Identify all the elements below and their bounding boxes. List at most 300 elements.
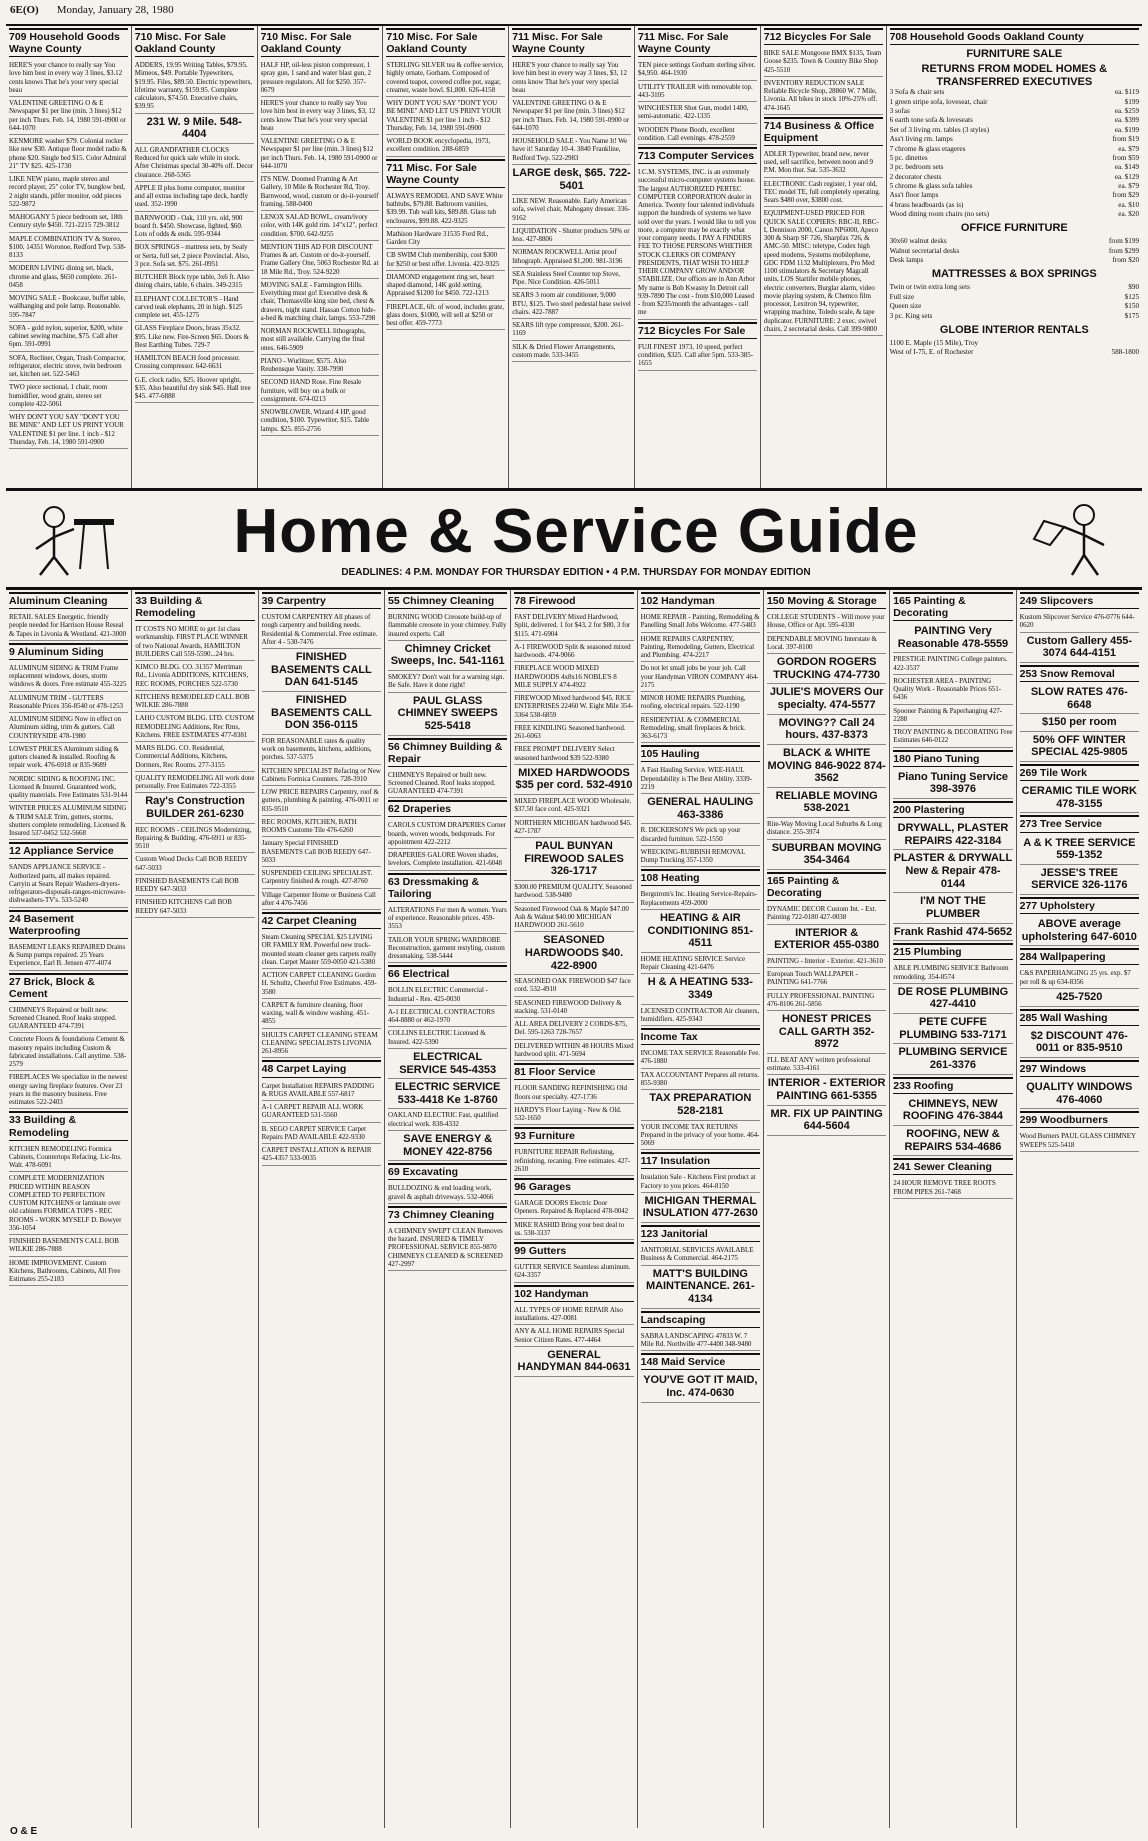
classified-ad: COLLEGE STUDENTS - Will move your House, Office or Apt. 595-4330 xyxy=(767,611,886,633)
classified-ad: JESSE'S TREE SERVICE 326-1176 xyxy=(1020,865,1139,895)
classified-ad: SMOKEY? Don't wait for a warning sign. Be Safe. Have it done right! xyxy=(388,671,507,693)
section-heading: 277 Upholstery xyxy=(1020,897,1139,914)
classified-ad: MODERN LIVING dining set, black, chrome and glass, $650 complete. 261-0458 xyxy=(9,262,128,292)
section-heading: 712 Bicycles For Sale xyxy=(764,28,883,45)
classified-ad: LENOX SALAD BOWL, cream/ivory color, with 14K gold rim. 14"x12", perfect condition. $700. 642-9255 xyxy=(261,211,380,241)
classified-column xyxy=(132,26,258,488)
classified-ad: R. DICKERSON'S We pick up your discarded furniture. 522-1550 xyxy=(641,824,760,846)
classified-ad: TAX PREPARATION 528-2181 xyxy=(641,1090,760,1120)
furniture-sale-heading: FURNITURE SALE xyxy=(966,48,1063,61)
office-furniture-heading: OFFICE FURNITURE xyxy=(960,222,1068,235)
classified-ad: I.C.M. SYSTEMS, INC. is an extremely successful micro-computer systems house. The largest AUTHORIZED PERTEC COMPUTER CORPORATION dealer in America. Twenty four talented individuals support the hundreds of systems we have sold over the years. I would like to tell you more, a computer may be exactly what your company needs. I PAY A FINDERS FEE TO THOSE PERSONS WHETHER STOCK CLERKS OR COMPANY PRESIDENTS, THAT WISH TO HELP THEIR COMPANY GROW AND/OR STABILIZE. Our offices are in Ann Arbor My name is Bob Kwasny In Detroit call 939-7890 The cost - from $10,000 Leased - from $235/month the advantages - call me xyxy=(638,166,757,320)
classified-ad: HERE'S your chance to really say You love him best in every way 3 lines, $3, 12 cents know That he's your very special beau xyxy=(512,59,631,97)
section-heading: 249 Slipcovers xyxy=(1020,592,1139,609)
classified-ad: MARS BLDG. CO. Residential, Commercial Additions, Kitchens, Dormers, Rec Rooms. 277-3155 xyxy=(135,742,254,772)
classified-ad: Wood Burners PAUL GLASS CHIMNEY SWEEPS 525-5418 xyxy=(1020,1130,1139,1152)
classified-ad: RELIABLE MOVING 538-2021 xyxy=(767,788,886,818)
item-name: Wood dining room chairs (no sets) xyxy=(889,210,990,219)
classified-ad: TROY PAINTING & DECORATING Free Estimates 646-0122 xyxy=(893,726,1012,748)
classified-ad: Concrete Floors & foundations Cement & masonry repairs including Custom & fabricated installations. Call anytime. 538-2579 xyxy=(9,1033,128,1071)
classified-ad: LOW PRICE REPAIRS Carpentry, roof & gutters, plumbing & painting. 476-0011 or 835-9510 xyxy=(262,786,381,816)
classified-ad: PAUL BUNYAN FIREWOOD SALES 326-1717 xyxy=(514,838,633,881)
section-heading: 200 Plastering xyxy=(893,801,1012,818)
classified-ad: Mathison Hardware 31535 Ford Rd., Garden City xyxy=(386,228,505,250)
section-heading: 165 Painting & Decorating xyxy=(767,872,886,901)
classified-ad: FIREPLACE WOOD MIXED HARDWOODS 4x8x16 NOBLE'S 8 MILE SUPPLY 474-4922 xyxy=(514,662,633,692)
classified-ad: SOFA, Recliner, Organ, Trash Compactor, refrigerator, electric stove, twin bedroom set, kitchen set. 522-5463 xyxy=(9,352,128,382)
classified-ad: MIXED HARDWOODS $35 per cord. 532-4910 xyxy=(514,765,633,795)
classified-ad: PRESTIGE PAINTING College painters. 422-3537 xyxy=(893,653,1012,675)
classified-ad: A & K TREE SERVICE 559-1352 xyxy=(1020,835,1139,865)
classified-ad: VALENTINE GREETING O & E Newspaper $1 per line (min. 3 lines) $12 per inch Thurs. Feb. 14, 1980 591-0900 or 644-1070 xyxy=(9,97,128,135)
item-price: ea. $259 xyxy=(1114,107,1140,116)
section-heading: 711 Misc. For Sale Wayne County xyxy=(386,159,505,188)
classified-column xyxy=(509,26,635,488)
classified-ad: QUALITY REMODELING All work done personally. Free Estimates 722-3355 xyxy=(135,772,254,794)
classified-ad: FIREPLACES We specialize in the newest energy saving fireplace features. Over 23 years in the masonry business. Free estimates 522-2403 xyxy=(9,1071,128,1109)
classified-ad: FOR REASONABLE rates & quality work on basements, kitchens, additions, porches. 537-5375 xyxy=(262,735,381,765)
classified-ad: ROOFING, NEW & REPAIRS 534-4686 xyxy=(893,1126,1012,1156)
classified-ad: $150 per room xyxy=(1020,714,1139,732)
classified-ad: HOME HEATING SERVICE Service Repair Cleaning 421-6476 xyxy=(641,953,760,975)
section-heading: 215 Plumbing xyxy=(893,943,1012,960)
classified-ad: Chimney Cricket Sweeps, Inc. 541-1161 xyxy=(388,641,507,671)
classified-ad: FLOOR SANDING REFINISHING Old floors our specialty. 427-1736 xyxy=(514,1082,633,1104)
classified-ad: G.E. clock radio, $25. Hoover upright, $35. Also beautiful dry sink $45. Hall tree $45. 477-6888 xyxy=(135,374,254,404)
price-line xyxy=(890,88,1139,97)
classified-ad: HALF HP, oil-less piston compressor, 1 spray gun, 1 sand and water blast gun, 2 pressure regulators. All for $250. 357-0679 xyxy=(261,59,380,97)
section-heading: 712 Bicycles For Sale xyxy=(638,322,757,339)
classified-ad: Seasoned Firewood Oak & Maple $47.00 Ash & Walnut $40.00 MICHIGAN HARDWOOD 261-5610 xyxy=(514,903,633,933)
section-heading: 33 Building & Remodeling xyxy=(9,1111,128,1140)
classified-ad: FURNITURE REPAIR Refinishing, refinishing, recaning. Free estimates. 427-2610 xyxy=(514,1146,633,1176)
classified-ad: OAKLAND ELECTRIC Fast, qualified electrical work. 838-4332 xyxy=(388,1109,507,1131)
section-heading: 66 Electrical xyxy=(388,965,507,982)
classified-ad: MENTION THIS AD FOR DISCOUNT Frames & art. Custom or do-it-yourself. Frame Gallery One, 5063 Rochester Rd. at 18 Mile Rd., Troy. 524-9220 xyxy=(261,241,380,279)
section-heading: 117 Insulation xyxy=(641,1152,760,1169)
section-heading: 711 Misc. For Sale Wayne County xyxy=(638,28,757,57)
classified-ad: SUBURBAN MOVING 354-3464 xyxy=(767,840,886,870)
classified-ad: WORLD BOOK encyclopedia, 1973, excellent condition. 288-6859 xyxy=(386,135,505,157)
item-name: Ass't living rm. lamps xyxy=(889,135,953,144)
banner-deadlines: DEADLINES: 4 P.M. MONDAY FOR THURSDAY EDITION • 4 P.M. THURSDAY FOR MONDAY EDITION xyxy=(341,567,811,578)
classified-ad: Carpet Installation REPAIRS PADDING & RUGS AVAILABLE 557-6817 xyxy=(262,1080,381,1102)
price-line xyxy=(890,116,1139,125)
section-heading: Income Tax xyxy=(641,1028,760,1045)
classified-ad: MINOR HOME REPAIRS Plumbing, roofing, electrical repairs. 522-1190 xyxy=(641,692,760,714)
classified-ad: CAROLS CUSTOM DRAPERIES Corner boards, woven woods, bedspreads. For appointment 422-2212 xyxy=(388,819,507,849)
item-name: 4 brass headboards (as is) xyxy=(889,200,964,209)
section-heading: 99 Gutters xyxy=(514,1242,633,1259)
classified-ad: HOME REPAIRS CARPENTRY, Painting, Remodeling, Gutters, Electrical and Plumbing. 474-2217 xyxy=(641,633,760,663)
classified-ad: B. SEGO CARPET SERVICE Carpet Repairs PAD AVAILABLE 422-9330 xyxy=(262,1123,381,1145)
classified-ad: DELIVERED WITHIN 48 HOURS Mixed hardwood split. 471-5694 xyxy=(514,1040,633,1062)
furniture-sale-ad xyxy=(890,48,1139,358)
furniture-sale-subheading: RETURNS FROM MODEL HOMES & TRANSFERRED EXECUTIVES xyxy=(921,63,1108,88)
classified-ad: HAMILTON BEACH food processor. Crossing compressor. 642-6631 xyxy=(135,352,254,374)
classified-ad: KENMORE washer $79. Colonial rocker like new $30. Antique floor model radio & phone $20. Single bed $15. Color Admiral 21" TV $25. 425-1730 xyxy=(9,135,128,173)
classified-ad: BASEMENT LEAKS REPAIRED Drains & Sump pumps repaired. 25 Years Experience, Earl B. Jensen 477-4074 xyxy=(9,941,128,971)
classified-ad: ACTION CARPET CLEANING Gordon H. Schultz, Cheerful Free Estimates. 459-3580 xyxy=(262,969,381,999)
item-price: $90 xyxy=(1128,283,1140,292)
classified-ad: Spooner Painting & Paperhanging 427-2288 xyxy=(893,705,1012,727)
classified-ad: HONEST PRICES CALL GARTH 352-8972 xyxy=(767,1011,886,1054)
classified-ad: APPLE II plus home computer, monitor and all extras including tape deck, hardly used. 352-1990 xyxy=(135,182,254,212)
classified-ad: ABOVE average upholstering 647-6010 xyxy=(1020,916,1139,946)
item-price: from $29 xyxy=(1112,191,1140,200)
classified-ad: LIKE NEW. Reasonable. Early American sofa, swivel chair, Mahogany dresser. 336-9162 xyxy=(512,195,631,225)
classified-ad: GUTTER SERVICE Seamless aluminum. 624-3357 xyxy=(514,1261,633,1283)
classified-ad: ELEPHANT COLLECTOR'S - Hand carved teak elephants, 20 in high. $125 complete set. 455-1275 xyxy=(135,293,254,323)
classified-ad: MIXED FIREPLACE WOOD Wholesale, $37.50 face cord. 425-9321 xyxy=(514,795,633,817)
section-heading: 96 Garages xyxy=(514,1178,633,1195)
classified-ad: TEN piece settings Gorham sterling silver. $4,950. 464-1930 xyxy=(638,59,757,81)
price-line xyxy=(890,154,1139,163)
classified-column xyxy=(259,590,385,1828)
section-heading: 102 Handyman xyxy=(514,1285,633,1302)
price-line xyxy=(890,312,1139,321)
classified-ad: Custom Wood Decks Call BOB REEDY 647-5033 xyxy=(135,853,254,875)
classified-ad: A-1 CARPET REPAIR ALL WORK GUARANTEED 531-5560 xyxy=(262,1101,381,1123)
section-heading: 56 Chimney Building & Repair xyxy=(388,738,507,767)
section-heading: 33 Building & Remodeling xyxy=(135,592,254,621)
classified-ad: MIKE RASHID Bring your best deal to us. 538-3337 xyxy=(514,1219,633,1241)
classified-ad: VALENTINE GREETING O & E Newspaper $1 per line (min. 3 lines) $12 per inch Thurs. Feb. 14, 1980 591-0900 or 644-1070 xyxy=(261,135,380,173)
item-price: from $19 xyxy=(1112,135,1140,144)
classified-ad: MR. FIX UP PAINTING 644-5604 xyxy=(767,1106,886,1136)
classified-ad: INVENTORY REDUCTION SALE Reliable Bicycle Shop, 28860 W. 7 Mile, Livonia. All bikes in stock 10%-25% off. 474-1645 xyxy=(764,77,883,115)
classified-ad: H & A HEATING 533-3349 xyxy=(641,974,760,1004)
classified-ad: 50% OFF WINTER SPECIAL 425-9805 xyxy=(1020,732,1139,762)
item-price: ea. $149 xyxy=(1114,163,1140,172)
banner-title: Home & Service Guide xyxy=(233,497,919,566)
classified-ad: FAST DELIVERY Mixed Hardwood, Split, delivered. 1 for $43, 2 for $80, 3 for $115. 471-6904 xyxy=(514,611,633,641)
price-line xyxy=(890,98,1139,107)
classified-ad: HEATING & AIR CONDITIONING 851-4511 xyxy=(641,910,760,953)
worker-illustration-left xyxy=(24,499,144,577)
classified-ad: FREE KINDLING Seasoned hardwood. 261-6063 xyxy=(514,722,633,744)
classified-ad: SECOND HAND Rose. Fine Resale furniture, will buy on a bulk or consignment. 674-0213 xyxy=(261,376,380,406)
classified-ad: 24 HOUR REMOVE TREE ROOTS FROM PIPES 261-7468 xyxy=(893,1177,1012,1199)
classified-ad: SNOWBLOWER, Wizard 4 HP, good condition, $100. Typewriter, $15. Table lamps. $25. 855-2756 xyxy=(261,406,380,436)
classified-ad: Rite-Way Moving Local Suburbs & Long distance. 255-3974 xyxy=(767,818,886,840)
price-line xyxy=(890,173,1139,182)
classified-ad: CHIMNEYS Repaired or built new. Screened Cleaned. Roof leaks stopped. GUARANTEED 474-7391 xyxy=(9,1004,128,1034)
section-heading: 123 Janitorial xyxy=(641,1225,760,1242)
classified-ad: ALWAYS REMODEL AND SAVE White bathtubs, $79.88. Bathroom vanities, $39.99. Tub wall kits, $89.88. Glass tub enclosures, $99.88. 422-9325 xyxy=(386,190,505,228)
classified-ad: ALTERATIONS For men & women. Years of experience. Reasonable prices. 459-3553 xyxy=(388,904,507,934)
classified-ad: PIANO - Wurlitzer, $575. Also Reubensque Vanity. 338-7990 xyxy=(261,355,380,377)
classified-ad: INCOME TAX SERVICE Reasonable Fee. 476-1880 xyxy=(641,1047,760,1069)
section-heading: 711 Misc. For Sale Wayne County xyxy=(512,28,631,57)
section-heading: 73 Chimney Cleaning xyxy=(388,1206,507,1223)
classified-ad: GORDON ROGERS TRUCKING 474-7730 xyxy=(767,654,886,684)
classified-ad: SEARS 3 room air conditioner, 9,000 BTU, $125. Two steel pedestal base swivel chairs. 422-7887 xyxy=(512,289,631,319)
price-line xyxy=(890,247,1139,256)
item-name: Walnut secretarial desks xyxy=(889,246,960,255)
item-price: ea. $79 xyxy=(1118,181,1140,190)
section-heading: 55 Chimney Cleaning xyxy=(388,592,507,609)
item-price: ea. $20 xyxy=(1118,210,1140,219)
classified-ad: GENERAL HAULING 463-3386 xyxy=(641,794,760,824)
classified-ad: RESIDENTIAL & COMMERCIAL Remodeling, small fireplaces & brick. 363-6173 xyxy=(641,714,760,744)
item-name: 2 decorator chests xyxy=(889,172,942,181)
item-price: ea. $119 xyxy=(1114,88,1140,97)
section-heading: 299 Woodburners xyxy=(1020,1111,1139,1128)
price-line xyxy=(890,163,1139,172)
classified-ad: 231 W. 9 Mile. 548-4404 xyxy=(135,114,254,144)
classified-ad: ELECTRIC SERVICE 533-4418 Ke 1-8760 xyxy=(388,1079,507,1109)
item-name: Twin or twin extra long sets xyxy=(889,283,970,292)
section-heading: 709 Household Goods Wayne County xyxy=(9,28,128,57)
classified-ad: FUJI FINEST 1973, 10 speed, perfect condition, $325. Call after 5pm. 533-385-1655 xyxy=(638,341,757,371)
classified-ad: BARNWOOD - Oak, 110 yrs. old, 900 board ft. $450. Showcase, lighted, $60. Lots of odds & ends. 595-9344 xyxy=(135,212,254,242)
section-heading: 253 Snow Removal xyxy=(1020,665,1139,682)
section-heading: 62 Draperies xyxy=(388,800,507,817)
classified-ad: Piano Tuning Service 398-3976 xyxy=(893,769,1012,799)
classified-ad: Ray's Construction BUILDER 261-6230 xyxy=(135,793,254,823)
classified-ad: C&S PAPERHANGING 25 yrs. exp. $7 per roll & up 634-8356 xyxy=(1020,967,1139,989)
price-line xyxy=(890,145,1139,154)
section-heading: 714 Business & Office Equipment xyxy=(764,117,883,146)
classified-ad: SEASONED OAK FIREWOOD $47 face cord. 532-4910 xyxy=(514,975,633,997)
price-line xyxy=(890,210,1139,219)
classified-ad: Do not let small jobs be your job. Call your Handyman VIRON COMPANY 464-2175 xyxy=(641,662,760,692)
section-heading: 12 Appliance Service xyxy=(9,842,128,859)
classified-ad: MATT'S BUILDING MAINTENANCE. 261-4134 xyxy=(641,1266,760,1309)
classified-ad: ADLER Typewriter, brand new, never used, sell sacrifice, between noon and 9 P.M. Mon thur. Sat. 535-3632 xyxy=(764,148,883,178)
section-heading: 27 Brick, Block & Cement xyxy=(9,973,128,1002)
classified-ad: LAHO CUSTOM BLDG. LTD. CUSTOM REMODELING Additions, Rec Rms, Kitchens. FREE ESTIMATES 477-8381 xyxy=(135,712,254,742)
item-name: Ass't floor lamps xyxy=(889,191,939,200)
classified-ad: FINISHED BASEMENTS CALL DAN 641-5145 xyxy=(262,649,381,692)
classified-ad: FIREWOOD Mixed hardwood $45. RICE ENTERPRISES 22460 W. Eight Mile 354-3364 538-6859 xyxy=(514,692,633,722)
classified-ad: DEPENDABLE MOVING Interstate & Local. 397-8100 xyxy=(767,633,886,655)
classified-ad: WRECKING-RUBBISH REMOVAL Dump Trucking 357-1350 xyxy=(641,846,760,868)
classified-ad: DRAPERIES GALORE Woven shades, levelors. Complete installation. 421-6048 xyxy=(388,849,507,871)
item-name: 7 chrome & glass etageres xyxy=(889,144,966,153)
classified-ad: KITCHEN SPECIALIST Refacing or New Cabinets Formica Counters. 728-3910 xyxy=(262,765,381,787)
section-heading: Landscaping xyxy=(641,1311,760,1328)
item-name: 3 Sofa & chair sets xyxy=(889,88,945,97)
item-price: ea. $399 xyxy=(1114,116,1140,125)
classified-ad: Frank Rashid 474-5652 xyxy=(893,924,1012,942)
classified-ad: CHIMNEYS Repaired or built new. Screened Cleaned. Roof leaks stopped. GUARANTEED 474-7391 xyxy=(388,769,507,799)
classified-column xyxy=(383,26,509,488)
classified-ad: HOME IMPROVEMENT. Custom Kitchens, Bathrooms, Cabinets, All Free Estimates 255-2183 xyxy=(9,1257,128,1287)
classified-ad: HOUSEHOLD SALE - You Name It! We have it! Saturday 10-4. 3840 Frankline, Redford Twp. 522-2983 xyxy=(512,135,631,165)
classified-ad: PAINTING - Interior - Exterior. 421-3610 xyxy=(767,955,886,968)
classified-column xyxy=(385,590,511,1828)
classified-ad: LIKE NEW piano, maple stereo and record player, 25" color TV, bunglow bed, 2 night stands, pilfer monitor, odd pieces 522-9872 xyxy=(9,173,128,211)
price-line xyxy=(890,293,1139,302)
classified-ad: LIQUIDATION - Shutter products 50% or less. 427-8806 xyxy=(512,225,631,247)
classified-ad: CERAMIC TILE WORK 478-3155 xyxy=(1020,783,1139,813)
classified-ad: ALL AREA DELIVERY 2 CORDS-$75, Del. 595-1263 728-7657 xyxy=(514,1018,633,1040)
classified-ad: WOODEN Phone Booth, excellent condition. Call evenings. 478-2559 xyxy=(638,124,757,146)
classified-column xyxy=(132,590,258,1828)
classified-ad: QUALITY WINDOWS 476-4060 xyxy=(1020,1079,1139,1109)
classified-column xyxy=(1017,590,1142,1828)
classified-ad: RETAIL SALES Energetic, friendly people needed for Harrison House Reseal & Tapes in Livonia & Westland. 421-3000 xyxy=(9,611,128,641)
classified-ad: DRYWALL, PLASTER REPAIRS 422-3184 xyxy=(893,820,1012,850)
item-name: 5 pc. dinettes xyxy=(889,153,928,162)
classified-ad: SEASONED FIREWOOD Delivery & stacking. 531-0140 xyxy=(514,997,633,1019)
classified-ad: SABRA LANDSCAPING 47833 W. 7 Mile Rd. Northville 477-4400 348-9480 xyxy=(641,1330,760,1352)
item-name: 5 chrome & glass sofa tables xyxy=(889,181,973,190)
classified-ad: FULLY PROFESSIONAL PAINTING 476-8106 261-5856 xyxy=(767,990,886,1012)
section-heading: 708 Household Goods Oakland County xyxy=(890,28,1139,45)
classified-ad: LICENSED CONTRACTOR Air cleaners, humidifiers. 425-9343 xyxy=(641,1005,760,1027)
classified-ad: CARPET INSTALLATION & REPAIR 425-4357 533-0035 xyxy=(262,1144,381,1166)
price-line xyxy=(890,283,1139,292)
classified-ad: BIKE SALE Mongoose BMX $135, Team Goose $235. Town & Country Bike Shop 425-5510 xyxy=(764,47,883,77)
item-price: $199 xyxy=(1124,97,1140,106)
item-price: ea. $199 xyxy=(1114,125,1140,134)
classified-ad: CHIMNEYS, NEW ROOFING 476-3844 xyxy=(893,1096,1012,1126)
classified-ad: JULIE'S MOVERS Our specialty. 474-5577 xyxy=(767,684,886,714)
classified-ad: BULLDOZING & end loading work, gravel & asphalt driveways. 532-4066 xyxy=(388,1182,507,1204)
classified-ad: DIAMOND engagement ring set, heart shaped diamond, 14K gold setting. Appraised $1200 for $450. 722-1213 xyxy=(386,271,505,301)
classified-ad: FINISHED BASEMENTS CALL BOB WILKIE 286-7888 xyxy=(9,1235,128,1257)
classified-column xyxy=(887,26,1142,488)
classified-ad: HOME REPAIR - Painting, Remodeling & Panelling Small Jobs Welcome. 477-5483 xyxy=(641,611,760,633)
classified-ad: MOVING SALE - Farmington Hills. Everything must go! Executive desk & chair, Thomasville king size bed, chest & drawers, night stand. Hassan Cotton hide-a-bed & matching chair, lamps. 553-7298 xyxy=(261,279,380,325)
classified-ad: NORMAN ROCKWELL Artist proof lithograph. Appraised $1,200. 981-3196 xyxy=(512,246,631,268)
classified-ad: KITCHENS REMODELED CALL BOB WILKIE 286-7888 xyxy=(135,691,254,713)
price-line xyxy=(890,237,1139,246)
item-name: 3 sofas xyxy=(889,107,910,116)
classified-column xyxy=(635,26,761,488)
item-price: from $59 xyxy=(1112,153,1140,162)
classified-ad: DE ROSE PLUMBING 427-4410 xyxy=(893,984,1012,1014)
section-heading: 241 Sewer Cleaning xyxy=(893,1158,1012,1175)
section-heading: 63 Dressmaking & Tailoring xyxy=(388,873,507,902)
item-price: ea. $129 xyxy=(1114,172,1140,181)
section-heading: 710 Misc. For Sale Oakland County xyxy=(386,28,505,57)
classified-ad: ROCHESTER AREA - PAINTING Quality Work - Reasonable Prices 651-6436 xyxy=(893,675,1012,705)
classified-ad: PLASTER & DRYWALL New & Repair 478-0144 xyxy=(893,850,1012,893)
item-name: 6 earth tone sofa & loveseats xyxy=(889,116,973,125)
classified-ad: $2 DISCOUNT 476-0011 or 835-9510 xyxy=(1020,1028,1139,1058)
classified-column xyxy=(6,26,132,488)
section-heading: 273 Tree Service xyxy=(1020,815,1139,832)
section-heading: 105 Hauling xyxy=(641,745,760,762)
classified-ad: PAUL GLASS CHIMNEY SWEEPS 525-5418 xyxy=(388,693,507,736)
classified-ad: ALUMINUM SIDING & TRIM Frame replacement windows, doors, storm windows & doors. Free estimate 455-3225 xyxy=(9,662,128,692)
classified-ad: SEARS lift type compressor, $200. 261-1169 xyxy=(512,319,631,341)
classified-ad: Steam Cleaning SPECIAL $25 LIVING OR FAMILY RM. Powerful new truck-mounted steam cleaner gets carpets really clean. Carpet Master 559-0050 421-5380 xyxy=(262,931,381,969)
classified-ad: REC ROOMS - CEILINGS Modernizing, Repairing & Building. 476-6911 or 835-9510 xyxy=(135,824,254,854)
classified-ad: JANITORIAL SERVICES AVAILABLE Business & Commercial. 464-2175 xyxy=(641,1244,760,1266)
classified-ad: Village Carpenter Home or Business Call after 4 476-7456 xyxy=(262,889,381,911)
price-line xyxy=(890,256,1139,265)
classified-ad: 425-7520 xyxy=(1020,989,1139,1007)
classified-ad: ALL TYPES OF HOME REPAIR Also installations. 427-0081 xyxy=(514,1304,633,1326)
classified-ad: GLASS Fireplace Doors, brass 35x32. $95. Like new. Fire-Screen $65. Doors & Best Earthing Tubes. 729-7 xyxy=(135,322,254,352)
classified-ad: YOU'VE GOT IT MAID, Inc. 474-0630 xyxy=(641,1372,760,1402)
classified-ad: Custom Gallery 455-3074 644-4151 xyxy=(1020,633,1139,663)
section-heading: 78 Firewood xyxy=(514,592,633,609)
classified-ad: WHY DON'T YOU SAY "DON'T YOU BE MINE" AND LET US PRINT YOUR VALENTINE $1 per line 1 inch - $12 Thursday, Feb. 14, 1980 591-0900 xyxy=(386,97,505,135)
price-line xyxy=(890,126,1139,135)
classified-ad: NORDIC SIDING & ROOFING INC. Licensed & Insured. Guaranteed work, quality materials. Free Estimates 531-9144 xyxy=(9,773,128,803)
classified-ad: A-1 ELECTRICAL CONTRACTORS 464-8880 or 462-1970 xyxy=(388,1006,507,1028)
section-heading: 150 Moving & Storage xyxy=(767,592,886,609)
classified-ad: GENERAL HANDYMAN 844-0631 xyxy=(514,1347,633,1377)
classified-column xyxy=(6,590,132,1828)
store-address-line xyxy=(890,339,1139,348)
classified-ad: Kustom Slipcover Service 476-0776 644-0620 xyxy=(1020,611,1139,633)
price-line xyxy=(890,135,1139,144)
classified-ad: GARAGE DOORS Electric Door Openers. Repaired & Replaced 478-0042 xyxy=(514,1197,633,1219)
section-heading: 710 Misc. For Sale Oakland County xyxy=(261,28,380,57)
page-number: 6E(O) xyxy=(10,4,39,16)
mattress-heading: MATTRESSES & BOX SPRINGS xyxy=(931,268,1097,281)
classified-ad: SILK & Dried Flower Arrangements, custom made. 533-3455 xyxy=(512,341,631,363)
classified-ad: CUSTOM CARPENTRY All phases of rough carpentry and building needs. Residential & Commercial. Free estimate. After 4 - 530-7476 xyxy=(262,611,381,649)
price-line xyxy=(890,182,1139,191)
classified-ad: WINCHESTER Shot Gun, model 1400, semi-automatic. 422-1335 xyxy=(638,102,757,124)
item-price: ea. $79 xyxy=(1118,144,1140,153)
section-heading: 69 Excavating xyxy=(388,1163,507,1180)
classified-column xyxy=(511,590,637,1828)
classified-ad: SLOW RATES 476-6648 xyxy=(1020,684,1139,714)
section-heading: 81 Floor Service xyxy=(514,1063,633,1080)
price-line xyxy=(890,107,1139,116)
item-name: Desk lamps xyxy=(889,256,924,265)
section-heading: 297 Windows xyxy=(1020,1060,1139,1077)
classified-ad: MOVING?? Call 24 hours. 437-8373 xyxy=(767,715,886,745)
classified-ad: SHULTS CARPET CLEANING STEAM CLEANING SPECIALISTS LIVONIA 261-8956 xyxy=(262,1029,381,1059)
classified-ad: BLACK & WHITE MOVING 846-9022 874-3562 xyxy=(767,745,886,788)
section-heading: 93 Furniture xyxy=(514,1127,633,1144)
worker-illustration-right xyxy=(1004,499,1124,577)
classified-ad: Bergstrom's Inc. Heating Service-Repairs-Replacements 459-2000 xyxy=(641,888,760,910)
classified-ad: REC ROOMS, KITCHEN, BATH ROOMS Custome Tile 476-6260 xyxy=(262,816,381,838)
item-price: from $199 xyxy=(1108,237,1140,246)
item-name: Full size xyxy=(889,292,915,301)
classified-ad: BUTCHER Block type table, 3x6 ft. Also dining chairs, table, 6 chairs. 349-2315 xyxy=(135,271,254,293)
classified-ad: Insulation Sale - Kitchens First product at Factory to you prices. 464-8150 xyxy=(641,1171,760,1193)
classified-ad: KITCHEN REMODELING Formica Cabinets, Countertops Refacing. Lic-Ins. Walt. 478-6091 xyxy=(9,1143,128,1173)
classified-ad: MOVING SALE - Bookcase, buffet table, wallhanging and pole lamp. Reasonable. 595-7847 xyxy=(9,292,128,322)
store-name: GLOBE INTERIOR RENTALS xyxy=(939,323,1089,336)
item-price: from $20 xyxy=(1112,256,1140,265)
section-heading: 233 Roofing xyxy=(893,1077,1012,1094)
section-heading: 39 Carpentry xyxy=(262,592,381,609)
section-heading: 284 Wallpapering xyxy=(1020,948,1139,965)
item-name: Queen size xyxy=(889,302,922,311)
classified-ad: BOLLIN ELECTRIC Commercial - Industrial - Res. 425-0030 xyxy=(388,984,507,1006)
classified-ad: ANY & ALL HOME REPAIRS Special Senior Citizen Rates. 477-4464 xyxy=(514,1325,633,1347)
classified-ad: A-1 FIREWOOD Split & seasoned mixed hardwoods. 474-9066 xyxy=(514,641,633,663)
classified-ad: UTILITY TRAILER with removable top. 443-3105 xyxy=(638,81,757,103)
classified-column xyxy=(761,26,887,488)
section-heading: 9 Aluminum Siding xyxy=(9,643,128,660)
classified-ad: FREE PROMPT DELIVERY Select seasoned hardwood $39 522-9380 xyxy=(514,743,633,765)
classified-ad: COLLINS ELECTRIC Licensed & Insured. 422-5390 xyxy=(388,1027,507,1049)
store-phone: 588-1800 xyxy=(1111,348,1140,357)
classified-ad: ABLE PLUMBING SERVICE Bathroom remodeling. 354-8574 xyxy=(893,962,1012,984)
home-service-guide-banner xyxy=(6,488,1142,590)
classified-ad: PLUMBING SERVICE 261-3376 xyxy=(893,1044,1012,1074)
section-heading: 102 Handyman xyxy=(641,592,760,609)
classified-ad: SANDS APPLIANCE SERVICE - Authorized parts, all makes repaired. Carryin at Sears Repair Washers-dryers-refrigerators-disposals-ranges-microwave-dishwashers-TV's. 533-5240 xyxy=(9,861,128,907)
classified-ad: I'LL BEAT ANY written professional estimate. 533-4161 xyxy=(767,1054,886,1076)
classified-column xyxy=(890,590,1016,1828)
classified-ad: TAILOR YOUR SPRING WARDROBE Reconstruction, garment restyling, custom dressmaking. 538-5444 xyxy=(388,934,507,964)
